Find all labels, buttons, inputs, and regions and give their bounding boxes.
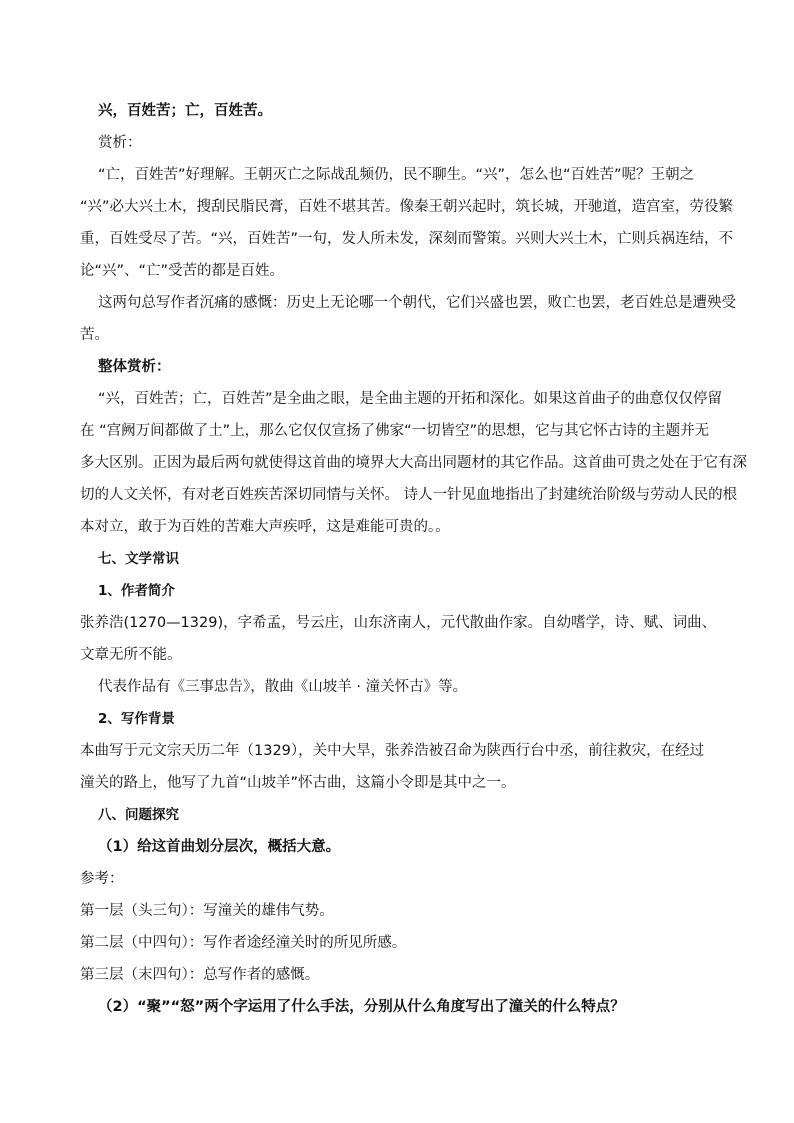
paragraph-line: 多大区别。正因为最后两句就使得这首曲的境界大大高出同题材的其它作品。这首曲可贵之处在于它有深 <box>80 455 747 471</box>
overall-appreciation-heading: 整体赏析： <box>98 359 171 375</box>
quote-line: 兴，百姓苦；亡，百姓苦。 <box>98 103 272 119</box>
paragraph-line: “兴，百姓苦；亡，百姓苦”是全曲之眼，是全曲主题的开拓和深化。如果这首曲子的曲意仅仅停留 <box>98 391 723 407</box>
answer-line: 第一层（头三句）：写潼关的雄伟气势。 <box>80 903 334 919</box>
paragraph-line: “亡，百姓苦”好理解。王朝灭亡之际战乱频仍，民不聊生。“兴”，怎么也“百姓苦”呢？王朝之 <box>98 167 695 183</box>
paragraph-line: 文章无所不能。 <box>80 647 182 663</box>
paragraph-line: “兴”必大兴土木，搜刮民脂民膏，百姓不堪其苦。像秦王朝兴起时，筑长城，开驰道，造宫室，劳役繁 <box>80 199 734 215</box>
paragraph-line: 本对立，敢于为百姓的苦难大声疾呼，这是难能可贵的。。 <box>80 519 450 535</box>
question-2: （2）“聚”“怒”两个字运用了什么手法，分别从什么角度写出了潼关的什么特点？ <box>98 999 625 1015</box>
answer-line: 第二层（中四句）：写作者途经潼关时的所见所感。 <box>80 935 407 951</box>
paragraph-line: 张养浩(1270—1329)，字希孟，号云庄，山东济南人，元代散曲作家。自幼嗜学，诗、赋、词曲、 <box>80 615 717 631</box>
paragraph-line: 在 “宫阙万间都做了土”上，那么它仅仅宣扬了佛家“一切皆空”的思想，它与其它怀古诗的主题并无 <box>80 423 710 439</box>
subheading-author-intro: 1、作者简介 <box>98 583 175 599</box>
subheading-writing-background: 2、写作背景 <box>98 711 175 727</box>
paragraph-line: 这两句总写作者沉痛的感慨：历史上无论哪一个朝代，它们兴盛也罢，败亡也罢，老百姓总是遭殃受 <box>98 295 736 311</box>
paragraph-line: 代表作品有《三事忠告》，散曲《山坡羊 · 潼关怀古》等。 <box>98 679 468 695</box>
paragraph-line: 本曲写于元文宗天历二年（1329），关中大旱，张养浩被召命为陕西行台中丞，前往救灾，在经过 <box>80 743 705 759</box>
section-heading-literary-knowledge: 七、文学常识 <box>98 551 179 567</box>
paragraph-line: 重，百姓受尽了苦。“兴，百姓苦”一句，发人所未发，深刻而警策。兴则大兴土木，亡则兵祸连结，不 <box>80 231 734 247</box>
paragraph-line: 切的人文关怀，有对老百姓疾苦深切同情与关怀。 诗人一针见血地指出了封建统治阶级与劳动人民的根 <box>80 487 738 503</box>
paragraph-line: 论“兴”、“亡”受苦的都是百姓。 <box>80 263 285 279</box>
reference-label: 参考： <box>80 871 124 887</box>
paragraph-line: 潼关的路上，他写了九首“山坡羊”怀古曲，这篇小令即是其中之一。 <box>80 775 516 791</box>
answer-line: 第三层（末四句）：总写作者的感慨。 <box>80 967 320 983</box>
section-heading-question-exploration: 八、问题探究 <box>98 807 179 823</box>
appreciation-label: 赏析： <box>98 135 142 151</box>
question-1: （1）给这首曲划分层次，概括大意。 <box>98 839 341 855</box>
paragraph-line: 苦。 <box>80 327 109 343</box>
